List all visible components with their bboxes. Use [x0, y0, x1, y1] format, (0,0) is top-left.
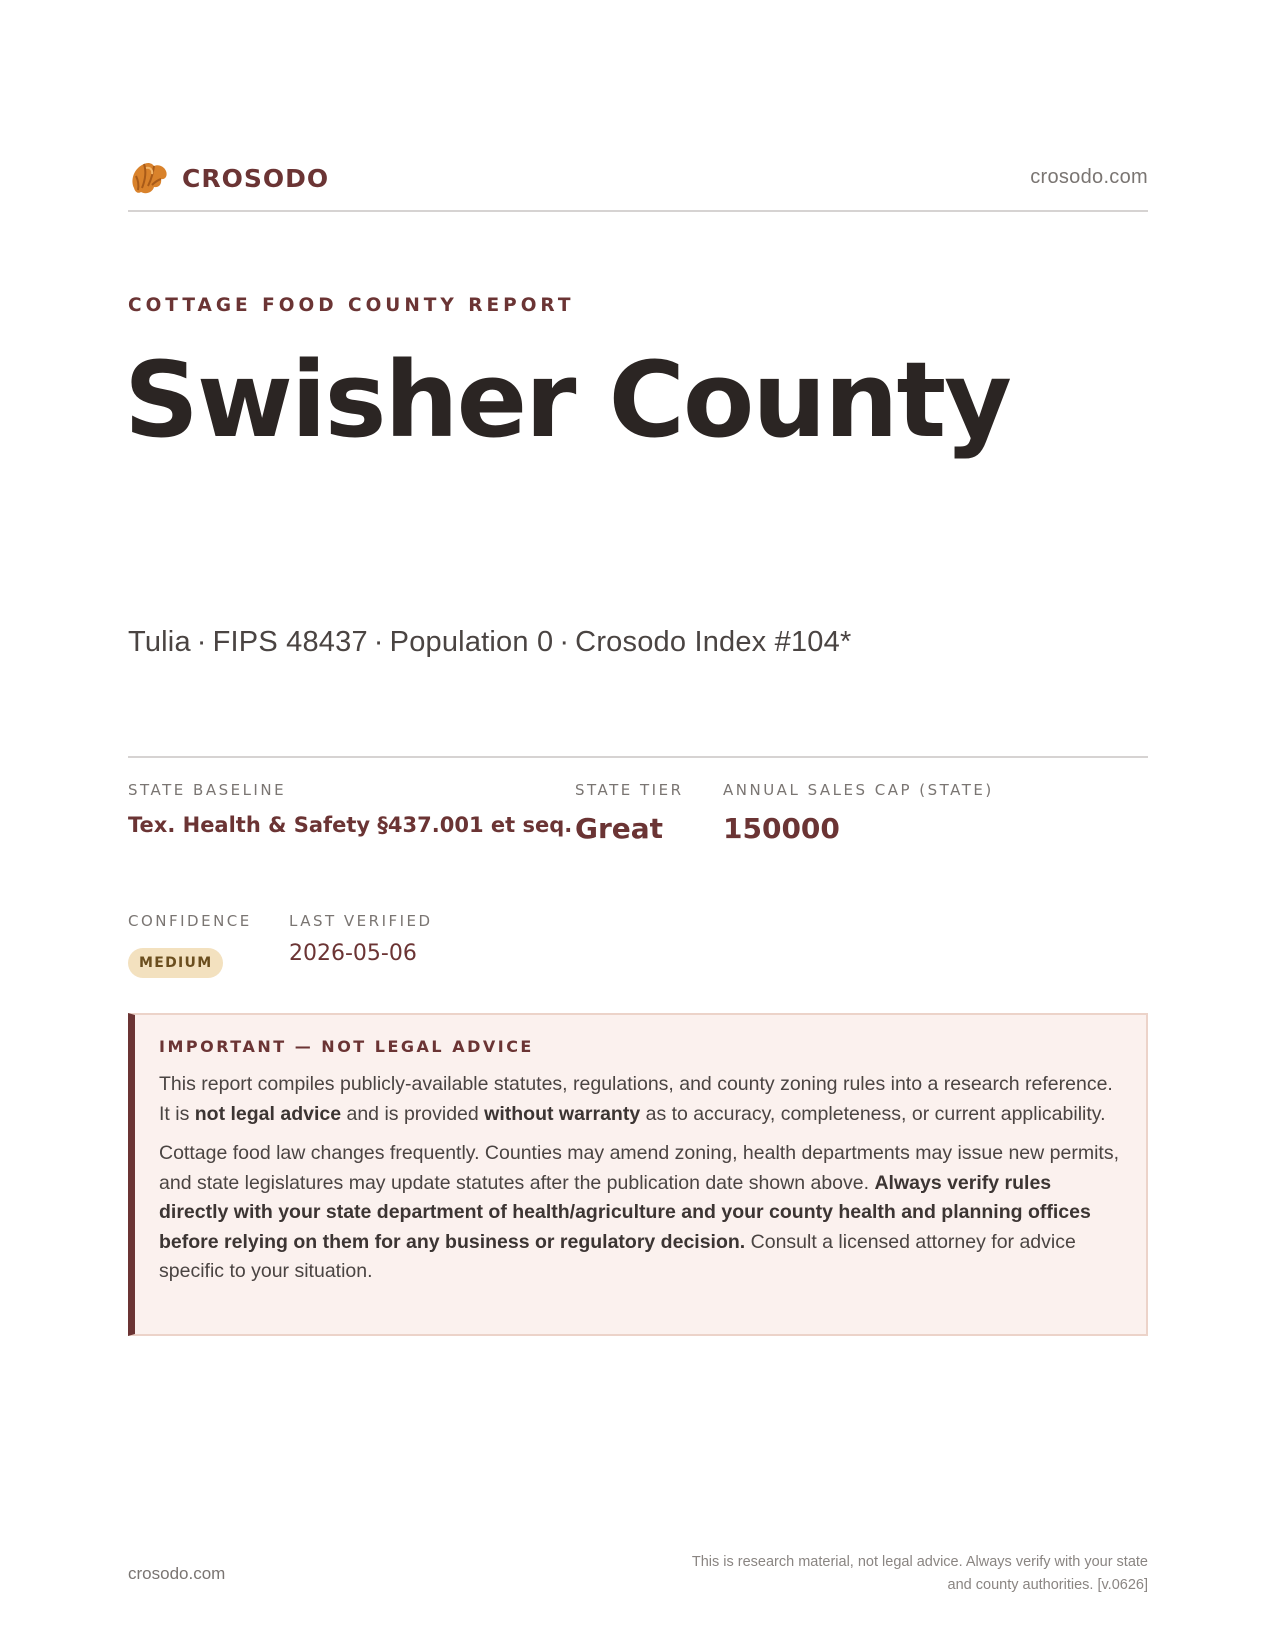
report-page: [124, 0, 1148, 1650]
report-kicker: COTTAGE FOOD COUNTY REPORT: [128, 295, 575, 316]
separator: ·: [559, 626, 570, 658]
confidence-badge: MEDIUM: [128, 948, 223, 978]
fips-code: FIPS 48437: [212, 626, 368, 658]
population: Population 0: [389, 626, 554, 658]
legal-notice: [128, 1013, 1148, 1336]
notice-text: This report compiles publicly-available statutes, regulations, and county zoning rules into a research reference. It is: [159, 1073, 1113, 1125]
state-tier-label: STATE TIER: [575, 781, 684, 799]
last-verified-label: LAST VERIFIED: [289, 912, 433, 930]
page-title: Swisher County: [124, 339, 1010, 461]
sales-cap-value: 150000: [723, 812, 840, 845]
brand[interactable]: [128, 158, 329, 198]
notice-text: and is provided: [341, 1102, 485, 1125]
state-baseline-label: STATE BASELINE: [128, 781, 287, 799]
notice-paragraph: [159, 1070, 1120, 1129]
footer-site-url[interactable]: crosodo.com: [128, 1564, 226, 1583]
notice-text: as to accuracy, completeness, or current applicability.: [640, 1102, 1106, 1125]
notice-emphasis: without warranty: [484, 1102, 641, 1125]
notice-title: IMPORTANT — NOT LEGAL ADVICE: [159, 1037, 534, 1056]
notice-text: Cottage food law changes frequently. Counties may amend zoning, health departments may issue new permits, and state legislatures may update statutes after the publication date shown above.: [159, 1142, 1119, 1194]
confidence-label: CONFIDENCE: [128, 912, 252, 930]
county-summary: [128, 626, 851, 659]
sales-cap-label: ANNUAL SALES CAP (STATE): [723, 781, 994, 799]
footer-disclaimer-line: This is research material, not legal advice. Always verify with your state: [691, 1554, 1148, 1570]
footer-disclaimer-line: and county authorities. [v.0626]: [947, 1577, 1148, 1593]
separator: ·: [373, 626, 384, 658]
notice-paragraph: [159, 1139, 1120, 1287]
page-header: [128, 158, 1148, 212]
state-tier-value: Great: [575, 812, 664, 845]
notice-text: Consult a licensed attorney for advice specific to your situation.: [159, 1230, 1076, 1282]
footer-disclaimer: [588, 1551, 1148, 1597]
separator: ·: [196, 626, 207, 658]
croissant-icon: [128, 158, 170, 198]
crosodo-index: Crosodo Index #104*: [575, 626, 852, 658]
divider: [128, 756, 1148, 758]
last-verified-value: 2026-05-06: [289, 941, 417, 966]
notice-emphasis: not legal advice: [194, 1102, 342, 1125]
brand-name: CROSODO: [182, 163, 330, 193]
county-seat: Tulia: [128, 626, 191, 658]
site-url-link[interactable]: crosodo.com: [1030, 166, 1148, 188]
notice-emphasis: Always verify rules directly with your state department of health/agriculture and your county health and planning offices before relying on them for any business or regulatory decision.: [159, 1171, 1091, 1253]
state-baseline-value: Tex. Health & Safety §437.001 et seq.: [128, 813, 573, 837]
